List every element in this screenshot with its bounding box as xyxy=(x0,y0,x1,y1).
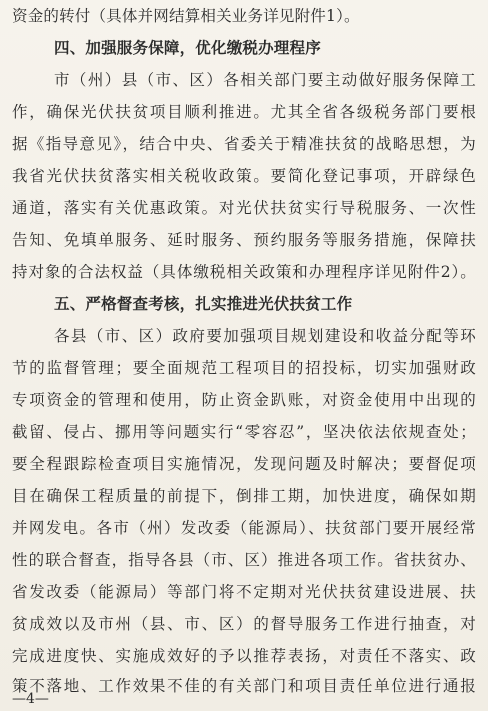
text-line: 策不落地、工作效果不佳的有关部门和项目责任单位进行通报 xyxy=(12,677,476,695)
text-line: 专项资金的管理和使用，防止资金趴账，对资金使用中出现的 xyxy=(12,391,476,409)
text-line: 并网发电。各市（州）发改委（能源局）、扶贫部门要开展经常 xyxy=(12,519,476,537)
page-number: —4— xyxy=(12,691,49,707)
text-line: 要全程跟踪检查项目实施情况，发现问题及时解决；要督促项 xyxy=(12,455,476,473)
text-line: 节的监督管理；要全面规范工程项目的招投标，切实加强财政 xyxy=(12,359,476,377)
text-line: 持对象的合法权益（具体缴税相关政策和办理程序详见附件2）。 xyxy=(12,263,476,281)
text-line: 资金的转付（具体并网结算相关业务详见附件1）。 xyxy=(12,7,360,25)
text-line: 据《指导意见》，结合中央、省委关于精准扶贫的战略思想，为 xyxy=(12,135,476,153)
text-line: 通道，落实有关优惠政策。对光伏扶贫实行导税服务、一次性 xyxy=(12,199,476,217)
text-line: 性的联合督查，指导各县（市、区）推进各项工作。省扶贫办、 xyxy=(12,551,476,569)
section-heading-4: 四、加强服务保障，优化缴税办理程序 xyxy=(54,39,321,57)
text-line: 贫成效以及市州（县、市、区）的督导服务工作进行抽查，对 xyxy=(12,615,476,633)
text-line: 告知、免填单服务、延时服务、预约服务等服务措施，保障扶 xyxy=(12,231,476,249)
text-line: 我省光伏扶贫落实相关税收政策。要简化登记事项，开辟绿色 xyxy=(12,167,476,185)
text-line: 截留、侵占、挪用等问题实行“零容忍”，坚决依法依规查处； xyxy=(12,423,476,441)
text-line: 各县（市、区）政府要加强项目规划建设和收益分配等环 xyxy=(54,327,476,345)
text-line: 市（州）县（市、区）各相关部门要主动做好服务保障工 xyxy=(54,71,476,89)
text-line: 作，确保光伏扶贫项目顺利推进。尤其全省各级税务部门要根 xyxy=(12,103,476,121)
text-line: 完成进度快、实施成效好的予以推荐表扬，对责任不落实、政 xyxy=(12,647,476,665)
text-line: 省发改委（能源局）等部门将不定期对光伏扶贫建设进展、扶 xyxy=(12,583,476,601)
text-line: 目在确保工程质量的前提下，倒排工期，加快进度，确保如期 xyxy=(12,487,476,505)
section-heading-5: 五、严格督查考核，扎实推进光伏扶贫工作 xyxy=(54,295,353,313)
